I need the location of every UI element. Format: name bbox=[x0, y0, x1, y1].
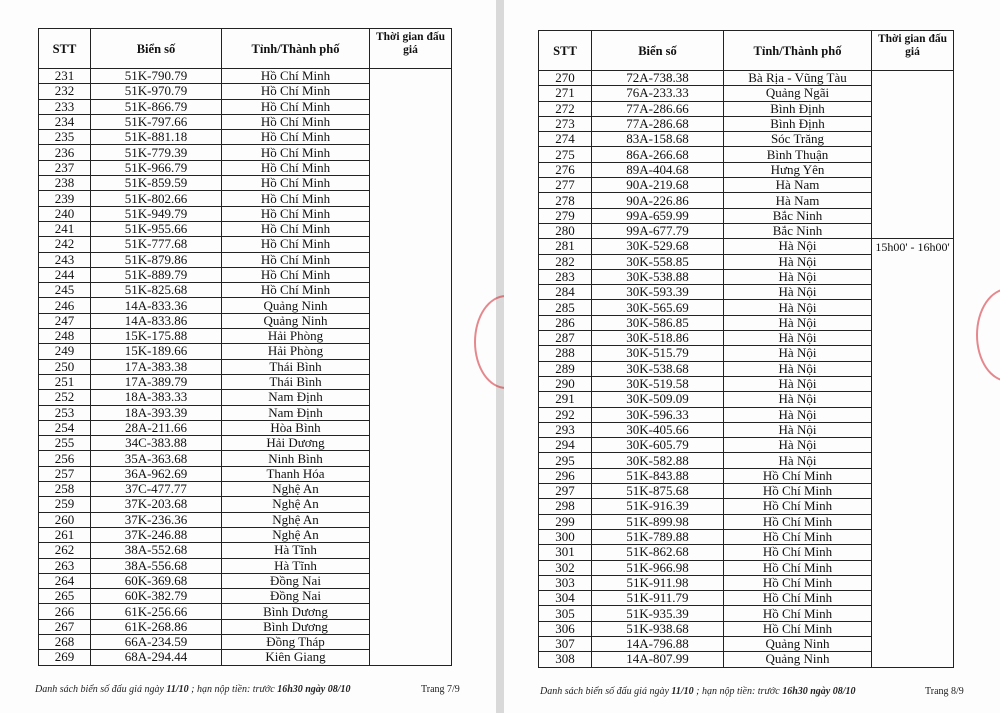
plate-cell: 76A-233.33 bbox=[592, 86, 724, 101]
plate-cell: 14A-833.86 bbox=[91, 313, 222, 328]
stt-cell: 263 bbox=[39, 558, 91, 573]
province-cell: Hồ Chí Minh bbox=[724, 484, 872, 499]
province-cell: Quảng Ninh bbox=[222, 298, 370, 313]
plate-cell: 36A-962.69 bbox=[91, 466, 222, 481]
plate-cell: 51K-777.68 bbox=[91, 237, 222, 252]
header-stt: STT bbox=[539, 31, 592, 71]
plate-cell: 30K-582.88 bbox=[592, 453, 724, 468]
province-cell: Hưng Yên bbox=[724, 162, 872, 177]
header-time: Thời gian đấu giá bbox=[872, 31, 954, 71]
plate-cell: 51K-899.98 bbox=[592, 514, 724, 529]
plate-cell: 30K-565.69 bbox=[592, 300, 724, 315]
footer-date: 11/10 bbox=[166, 684, 189, 695]
stt-cell: 303 bbox=[539, 575, 592, 590]
province-cell: Hà Nội bbox=[724, 438, 872, 453]
plate-cell: 30K-405.66 bbox=[592, 422, 724, 437]
plate-cell: 15K-175.88 bbox=[91, 329, 222, 344]
plate-cell: 86A-266.68 bbox=[592, 147, 724, 162]
stt-cell: 269 bbox=[39, 650, 91, 665]
plate-cell: 51K-955.66 bbox=[91, 221, 222, 236]
stt-cell: 278 bbox=[539, 193, 592, 208]
stt-cell: 253 bbox=[39, 405, 91, 420]
stt-cell: 254 bbox=[39, 420, 91, 435]
stt-cell: 258 bbox=[39, 482, 91, 497]
stt-cell: 282 bbox=[539, 254, 592, 269]
stt-cell: 297 bbox=[539, 484, 592, 499]
stt-cell: 241 bbox=[39, 221, 91, 236]
province-cell: Hải Phòng bbox=[222, 329, 370, 344]
province-cell: Bình Dương bbox=[222, 604, 370, 619]
province-cell: Hồ Chí Minh bbox=[724, 621, 872, 636]
plate-cell: 30K-529.68 bbox=[592, 239, 724, 254]
stt-cell: 295 bbox=[539, 453, 592, 468]
plate-cell: 37C-477.77 bbox=[91, 482, 222, 497]
stt-cell: 235 bbox=[39, 130, 91, 145]
stt-cell: 245 bbox=[39, 283, 91, 298]
stt-cell: 247 bbox=[39, 313, 91, 328]
footer-mid: ; hạn nộp tiền: trước bbox=[188, 684, 278, 695]
plate-cell: 51K-938.68 bbox=[592, 621, 724, 636]
province-cell: Hà Nội bbox=[724, 285, 872, 300]
plate-cell: 51K-889.79 bbox=[91, 267, 222, 282]
stt-cell: 294 bbox=[539, 438, 592, 453]
stt-cell: 287 bbox=[539, 331, 592, 346]
stt-cell: 306 bbox=[539, 621, 592, 636]
header-province: Tỉnh/Thành phố bbox=[724, 31, 872, 71]
stt-cell: 275 bbox=[539, 147, 592, 162]
province-cell: Hồ Chí Minh bbox=[222, 130, 370, 145]
stt-cell: 271 bbox=[539, 86, 592, 101]
footer-prefix: Danh sách biển số đấu giá ngày bbox=[540, 686, 672, 697]
time-cell bbox=[872, 71, 954, 239]
province-cell: Hồ Chí Minh bbox=[724, 499, 872, 514]
plate-cell: 51K-862.68 bbox=[592, 545, 724, 560]
province-cell: Hà Nam bbox=[724, 178, 872, 193]
plate-cell: 61K-256.66 bbox=[91, 604, 222, 619]
province-cell: Nghệ An bbox=[222, 512, 370, 527]
plate-cell: 30K-518.86 bbox=[592, 331, 724, 346]
province-cell: Nam Định bbox=[222, 405, 370, 420]
plate-cell: 30K-515.79 bbox=[592, 346, 724, 361]
plate-cell: 51K-779.39 bbox=[91, 145, 222, 160]
province-cell: Quảng Ngãi bbox=[724, 86, 872, 101]
province-cell: Hồ Chí Minh bbox=[222, 191, 370, 206]
red-stamp-fragment bbox=[976, 288, 1000, 382]
stt-cell: 243 bbox=[39, 252, 91, 267]
footer-note bbox=[540, 686, 856, 697]
plate-cell: 14A-833.36 bbox=[91, 298, 222, 313]
stt-cell: 236 bbox=[39, 145, 91, 160]
province-cell: Hồ Chí Minh bbox=[222, 267, 370, 282]
stt-cell: 292 bbox=[539, 407, 592, 422]
plate-cell: 51K-866.79 bbox=[91, 99, 222, 114]
province-cell: Thái Bình bbox=[222, 374, 370, 389]
header-time: Thời gian đấu giá bbox=[370, 29, 452, 69]
province-cell: Hà Nội bbox=[724, 269, 872, 284]
plate-cell: 17A-389.79 bbox=[91, 374, 222, 389]
plate-cell: 83A-158.68 bbox=[592, 132, 724, 147]
stt-cell: 280 bbox=[539, 223, 592, 238]
document-page-7 bbox=[0, 0, 496, 713]
plate-cell: 34C-383.88 bbox=[91, 436, 222, 451]
plate-cell: 37K-246.88 bbox=[91, 527, 222, 542]
stt-cell: 281 bbox=[539, 239, 592, 254]
stt-cell: 270 bbox=[539, 71, 592, 86]
province-cell: Hồ Chí Minh bbox=[724, 529, 872, 544]
province-cell: Hà Tĩnh bbox=[222, 558, 370, 573]
province-cell: Bình Dương bbox=[222, 619, 370, 634]
plate-cell: 60K-382.79 bbox=[91, 589, 222, 604]
stt-cell: 299 bbox=[539, 514, 592, 529]
stt-cell: 233 bbox=[39, 99, 91, 114]
stt-cell: 242 bbox=[39, 237, 91, 252]
stt-cell: 249 bbox=[39, 344, 91, 359]
province-cell: Hồ Chí Minh bbox=[222, 69, 370, 84]
stt-cell: 305 bbox=[539, 606, 592, 621]
plate-cell: 51K-797.66 bbox=[91, 114, 222, 129]
province-cell: Đồng Nai bbox=[222, 589, 370, 604]
footer-date: 11/10 bbox=[671, 686, 694, 697]
plate-cell: 51K-825.68 bbox=[91, 283, 222, 298]
province-cell: Hồ Chí Minh bbox=[222, 114, 370, 129]
stt-cell: 232 bbox=[39, 84, 91, 99]
plate-cell: 51K-879.86 bbox=[91, 252, 222, 267]
province-cell: Bắc Ninh bbox=[724, 223, 872, 238]
plate-table bbox=[38, 28, 452, 666]
plate-cell: 30K-538.88 bbox=[592, 269, 724, 284]
province-cell: Hà Nội bbox=[724, 376, 872, 391]
province-cell: Hồ Chí Minh bbox=[724, 591, 872, 606]
plate-cell: 51K-966.98 bbox=[592, 560, 724, 575]
plate-cell: 51K-802.66 bbox=[91, 191, 222, 206]
plate-cell: 18A-383.33 bbox=[91, 390, 222, 405]
stt-cell: 239 bbox=[39, 191, 91, 206]
province-cell: Nghệ An bbox=[222, 497, 370, 512]
province-cell: Hồ Chí Minh bbox=[222, 145, 370, 160]
plate-cell: 30K-509.09 bbox=[592, 392, 724, 407]
province-cell: Hồ Chí Minh bbox=[222, 206, 370, 221]
stt-cell: 298 bbox=[539, 499, 592, 514]
stt-cell: 279 bbox=[539, 208, 592, 223]
stt-cell: 273 bbox=[539, 116, 592, 131]
stt-cell: 302 bbox=[539, 560, 592, 575]
plate-cell: 51K-949.79 bbox=[91, 206, 222, 221]
province-cell: Hải Dương bbox=[222, 436, 370, 451]
stt-cell: 252 bbox=[39, 390, 91, 405]
stt-cell: 289 bbox=[539, 361, 592, 376]
plate-cell: 38A-556.68 bbox=[91, 558, 222, 573]
stt-cell: 259 bbox=[39, 497, 91, 512]
plate-cell: 51K-911.79 bbox=[592, 591, 724, 606]
stt-cell: 296 bbox=[539, 468, 592, 483]
province-cell: Hà Nội bbox=[724, 239, 872, 254]
plate-cell: 66A-234.59 bbox=[91, 634, 222, 649]
table-row bbox=[539, 71, 954, 86]
table-row bbox=[39, 69, 452, 84]
province-cell: Kiên Giang bbox=[222, 650, 370, 665]
stt-cell: 291 bbox=[539, 392, 592, 407]
province-cell: Hải Phòng bbox=[222, 344, 370, 359]
province-cell: Sóc Trăng bbox=[724, 132, 872, 147]
stt-cell: 293 bbox=[539, 422, 592, 437]
province-cell: Hồ Chí Minh bbox=[724, 606, 872, 621]
footer-deadline: 16h30 ngày 08/10 bbox=[782, 686, 856, 697]
province-cell: Hà Nội bbox=[724, 422, 872, 437]
province-cell: Hồ Chí Minh bbox=[724, 468, 872, 483]
province-cell: Hồ Chí Minh bbox=[222, 252, 370, 267]
stt-cell: 308 bbox=[539, 652, 592, 667]
province-cell: Hà Nội bbox=[724, 254, 872, 269]
stt-cell: 246 bbox=[39, 298, 91, 313]
plate-cell: 51K-970.79 bbox=[91, 84, 222, 99]
plate-cell: 61K-268.86 bbox=[91, 619, 222, 634]
stt-cell: 286 bbox=[539, 315, 592, 330]
province-cell: Hà Nội bbox=[724, 392, 872, 407]
plate-cell: 18A-393.39 bbox=[91, 405, 222, 420]
province-cell: Hồ Chí Minh bbox=[222, 237, 370, 252]
plate-cell: 51K-966.79 bbox=[91, 160, 222, 175]
stt-cell: 300 bbox=[539, 529, 592, 544]
stt-cell: 301 bbox=[539, 545, 592, 560]
province-cell: Hà Nội bbox=[724, 300, 872, 315]
footer-deadline: 16h30 ngày 08/10 bbox=[277, 684, 351, 695]
province-cell: Thái Bình bbox=[222, 359, 370, 374]
province-cell: Hà Nội bbox=[724, 346, 872, 361]
footer-mid: ; hạn nộp tiền: trước bbox=[693, 686, 783, 697]
plate-cell: 51K-790.79 bbox=[91, 69, 222, 84]
plate-cell: 30K-596.33 bbox=[592, 407, 724, 422]
province-cell: Hà Nội bbox=[724, 407, 872, 422]
plate-cell: 17A-383.38 bbox=[91, 359, 222, 374]
province-cell: Đồng Nai bbox=[222, 573, 370, 588]
province-cell: Hà Nội bbox=[724, 361, 872, 376]
stt-cell: 261 bbox=[39, 527, 91, 542]
province-cell: Hồ Chí Minh bbox=[724, 514, 872, 529]
plate-cell: 37K-236.36 bbox=[91, 512, 222, 527]
footer-prefix: Danh sách biển số đấu giá ngày bbox=[35, 684, 167, 695]
stt-cell: 272 bbox=[539, 101, 592, 116]
province-cell: Bắc Ninh bbox=[724, 208, 872, 223]
plate-cell: 14A-807.99 bbox=[592, 652, 724, 667]
province-cell: Hồ Chí Minh bbox=[222, 99, 370, 114]
stt-cell: 283 bbox=[539, 269, 592, 284]
stt-cell: 290 bbox=[539, 376, 592, 391]
province-cell: Hà Tĩnh bbox=[222, 543, 370, 558]
plate-cell: 30K-558.85 bbox=[592, 254, 724, 269]
stt-cell: 260 bbox=[39, 512, 91, 527]
plate-cell: 90A-226.86 bbox=[592, 193, 724, 208]
plate-cell: 51K-859.59 bbox=[91, 176, 222, 191]
plate-cell: 30K-586.85 bbox=[592, 315, 724, 330]
plate-cell: 35A-363.68 bbox=[91, 451, 222, 466]
stt-cell: 251 bbox=[39, 374, 91, 389]
plate-cell: 90A-219.68 bbox=[592, 178, 724, 193]
document-page-8 bbox=[504, 0, 1000, 713]
stt-cell: 276 bbox=[539, 162, 592, 177]
stt-cell: 264 bbox=[39, 573, 91, 588]
province-cell: Bình Thuận bbox=[724, 147, 872, 162]
province-cell: Bình Định bbox=[724, 101, 872, 116]
plate-cell: 30K-519.58 bbox=[592, 376, 724, 391]
province-cell: Quảng Ninh bbox=[724, 636, 872, 651]
plate-cell: 51K-843.88 bbox=[592, 468, 724, 483]
province-cell: Nam Định bbox=[222, 390, 370, 405]
stt-cell: 277 bbox=[539, 178, 592, 193]
stt-cell: 288 bbox=[539, 346, 592, 361]
province-cell: Đồng Tháp bbox=[222, 634, 370, 649]
stt-cell: 240 bbox=[39, 206, 91, 221]
stt-cell: 256 bbox=[39, 451, 91, 466]
province-cell: Nghệ An bbox=[222, 482, 370, 497]
header-plate: Biển số bbox=[91, 29, 222, 69]
stt-cell: 250 bbox=[39, 359, 91, 374]
time-cell bbox=[370, 69, 452, 666]
province-cell: Quảng Ninh bbox=[724, 652, 872, 667]
plate-cell: 28A-211.66 bbox=[91, 420, 222, 435]
province-cell: Hồ Chí Minh bbox=[222, 176, 370, 191]
plate-cell: 38A-552.68 bbox=[91, 543, 222, 558]
province-cell: Nghệ An bbox=[222, 527, 370, 542]
plate-cell: 14A-796.88 bbox=[592, 636, 724, 651]
plate-cell: 51K-911.98 bbox=[592, 575, 724, 590]
province-cell: Hồ Chí Minh bbox=[724, 560, 872, 575]
header-province: Tỉnh/Thành phố bbox=[222, 29, 370, 69]
province-cell: Hồ Chí Minh bbox=[724, 545, 872, 560]
province-cell: Bà Rịa - Vũng Tàu bbox=[724, 71, 872, 86]
plate-cell: 15K-189.66 bbox=[91, 344, 222, 359]
page-number: Trang 7/9 bbox=[421, 684, 460, 695]
stt-cell: 248 bbox=[39, 329, 91, 344]
stt-cell: 285 bbox=[539, 300, 592, 315]
plate-cell: 51K-881.18 bbox=[91, 130, 222, 145]
stt-cell: 234 bbox=[39, 114, 91, 129]
plate-cell: 89A-404.68 bbox=[592, 162, 724, 177]
province-cell: Quảng Ninh bbox=[222, 313, 370, 328]
stt-cell: 307 bbox=[539, 636, 592, 651]
plate-cell: 60K-369.68 bbox=[91, 573, 222, 588]
plate-cell: 77A-286.68 bbox=[592, 116, 724, 131]
province-cell: Hà Nội bbox=[724, 453, 872, 468]
stt-cell: 231 bbox=[39, 69, 91, 84]
plate-table bbox=[538, 30, 954, 668]
footer-note bbox=[35, 684, 351, 695]
plate-cell: 68A-294.44 bbox=[91, 650, 222, 665]
province-cell: Bình Định bbox=[724, 116, 872, 131]
stt-cell: 244 bbox=[39, 267, 91, 282]
header-plate: Biển số bbox=[592, 31, 724, 71]
stt-cell: 262 bbox=[39, 543, 91, 558]
page-number: Trang 8/9 bbox=[925, 686, 964, 697]
plate-cell: 77A-286.66 bbox=[592, 101, 724, 116]
header-stt: STT bbox=[39, 29, 91, 69]
stt-cell: 237 bbox=[39, 160, 91, 175]
plate-cell: 37K-203.68 bbox=[91, 497, 222, 512]
stt-cell: 255 bbox=[39, 436, 91, 451]
plate-cell: 99A-677.79 bbox=[592, 223, 724, 238]
province-cell: Thanh Hóa bbox=[222, 466, 370, 481]
stt-cell: 304 bbox=[539, 591, 592, 606]
plate-cell: 30K-593.39 bbox=[592, 285, 724, 300]
stt-cell: 265 bbox=[39, 589, 91, 604]
plate-cell: 51K-789.88 bbox=[592, 529, 724, 544]
province-cell: Hà Nội bbox=[724, 331, 872, 346]
stt-cell: 267 bbox=[39, 619, 91, 634]
time-cell: 15h00' - 16h00' bbox=[872, 239, 954, 667]
plate-cell: 99A-659.99 bbox=[592, 208, 724, 223]
plate-cell: 51K-916.39 bbox=[592, 499, 724, 514]
plate-cell: 30K-538.68 bbox=[592, 361, 724, 376]
stt-cell: 266 bbox=[39, 604, 91, 619]
table-row bbox=[539, 239, 954, 254]
plate-cell: 51K-935.39 bbox=[592, 606, 724, 621]
stt-cell: 257 bbox=[39, 466, 91, 481]
province-cell: Hồ Chí Minh bbox=[724, 575, 872, 590]
province-cell: Hà Nội bbox=[724, 315, 872, 330]
province-cell: Hồ Chí Minh bbox=[222, 283, 370, 298]
province-cell: Hòa Bình bbox=[222, 420, 370, 435]
province-cell: Hồ Chí Minh bbox=[222, 221, 370, 236]
plate-cell: 51K-875.68 bbox=[592, 484, 724, 499]
plate-cell: 72A-738.38 bbox=[592, 71, 724, 86]
stt-cell: 274 bbox=[539, 132, 592, 147]
plate-cell: 30K-605.79 bbox=[592, 438, 724, 453]
province-cell: Ninh Bình bbox=[222, 451, 370, 466]
province-cell: Hồ Chí Minh bbox=[222, 84, 370, 99]
province-cell: Hồ Chí Minh bbox=[222, 160, 370, 175]
province-cell: Hà Nam bbox=[724, 193, 872, 208]
stt-cell: 284 bbox=[539, 285, 592, 300]
stt-cell: 268 bbox=[39, 634, 91, 649]
stt-cell: 238 bbox=[39, 176, 91, 191]
